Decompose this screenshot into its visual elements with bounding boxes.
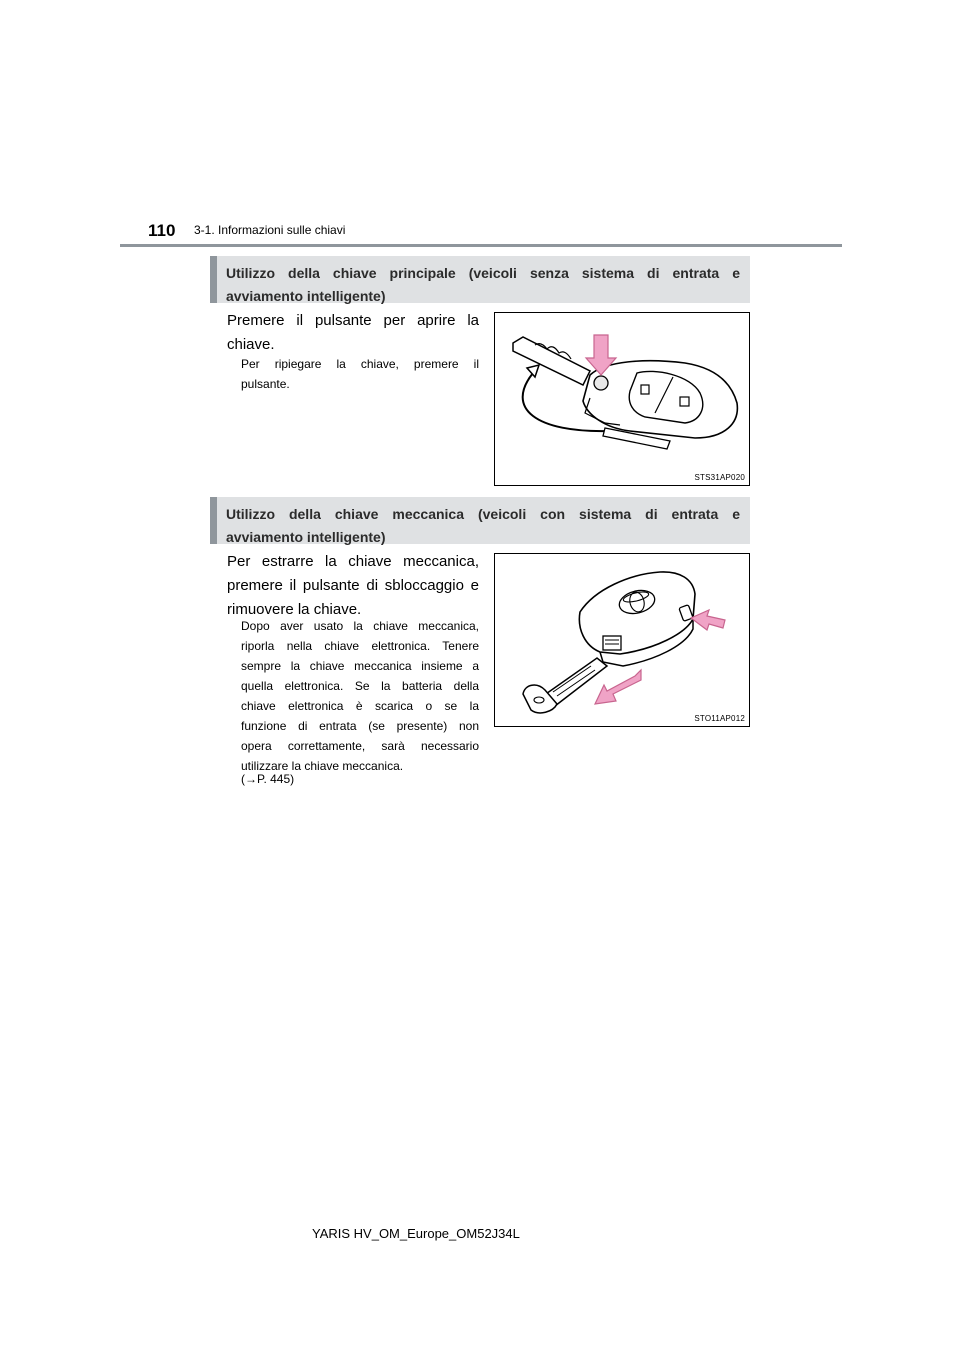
smart-key-illustration [495, 554, 749, 726]
heading-line: Utilizzo della chiave principale (veicoli senza sistema di entrata e [226, 265, 740, 281]
heading-mechanical-key [210, 497, 750, 544]
instruction-line: chiave. [227, 336, 275, 353]
page-number: 110 [148, 221, 176, 240]
note-line: funzione di entrata (se presente) non [241, 719, 479, 733]
note-mechanical-key [241, 616, 479, 776]
instruction-line: premere il pulsante di sbloccaggio e [227, 577, 479, 594]
figure-code: STO11AP012 [694, 714, 745, 723]
note-line: quella elettronica. Se la batteria della [241, 679, 479, 693]
figure-smart-key [494, 553, 750, 727]
instruction-line: Per estrarre la chiave meccanica, [227, 553, 479, 570]
section-title: 3-1. Informazioni sulle chiavi [194, 223, 346, 237]
note-line: riporla nella chiave elettronica. Tenere [241, 639, 479, 653]
figure-code: STS31AP020 [694, 473, 745, 482]
note-line: chiave elettronica è scarica o se la [241, 699, 479, 713]
note-line: Dopo aver usato la chiave meccanica, [241, 619, 479, 633]
note-line: pulsante. [241, 377, 290, 391]
page-reference: (→P. 445) [241, 772, 295, 786]
note-line: utilizzare la chiave meccanica. [241, 759, 404, 773]
heading-line: Utilizzo della chiave meccanica (veicoli con sistema di entrata e [226, 506, 740, 522]
heading-main-key [210, 256, 750, 303]
note-line: Per ripiegare la chiave, premere il [241, 357, 479, 371]
instruction-extract-key [227, 550, 479, 622]
instruction-line: rimuovere la chiave. [227, 601, 362, 618]
flip-key-illustration [495, 313, 749, 485]
note-line: opera correttamente, sarà necessario [241, 739, 479, 753]
note-fold-key [241, 354, 479, 394]
figure-flip-key [494, 312, 750, 486]
instruction-line: Premere il pulsante per aprire la [227, 312, 479, 329]
footer-model-code: YARIS HV_OM_Europe_OM52J34L [312, 1226, 520, 1241]
note-line: sempre la chiave meccanica insieme a [241, 659, 479, 673]
header-rule [120, 244, 842, 247]
heading-line: avviamento intelligente) [226, 529, 386, 545]
instruction-open-key [227, 309, 479, 357]
heading-line: avviamento intelligente) [226, 288, 386, 304]
